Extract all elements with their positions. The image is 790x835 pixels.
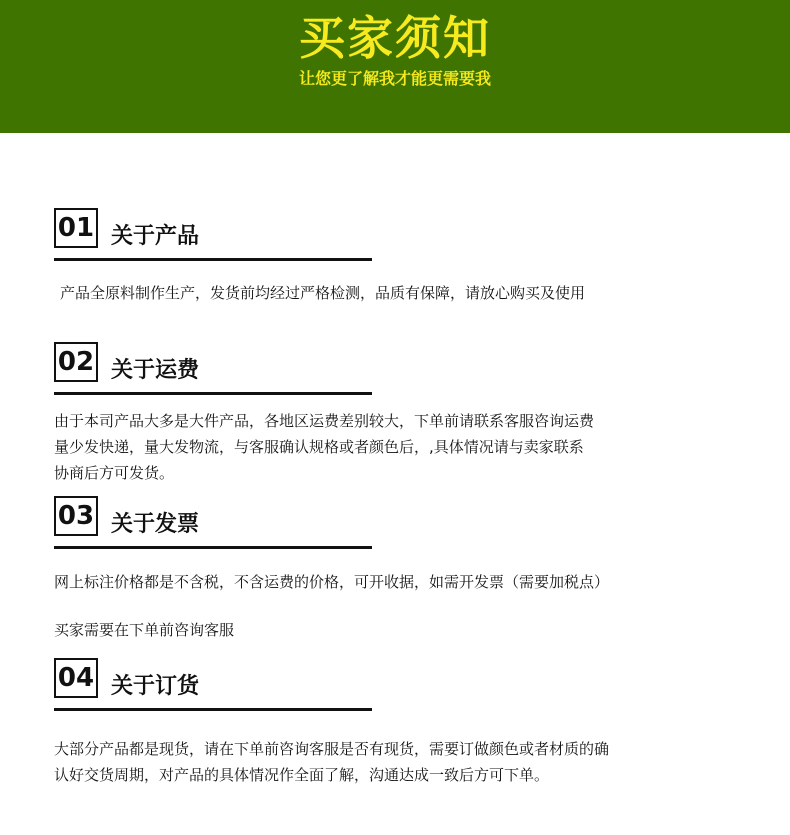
section-number-badge: 03	[54, 496, 98, 536]
section-title: 关于发票	[111, 512, 200, 537]
section-paragraph: 大部分产品都是现货，请在下单前咨询客服是否有现货，需要订做颜色或者材质的确 认好交货周期，对产品的具体情况作全面了解，沟通达成一致后方可下单。	[54, 740, 610, 784]
section-divider	[54, 258, 372, 261]
section-paragraph: 产品全原料制作生产，发货前均经过严格检测，品质有保障，请放心购买及使用	[60, 284, 586, 302]
section-title: 关于订货	[111, 674, 200, 699]
page-subtitle: 让您更了解我才能更需要我	[298, 69, 491, 88]
section-divider	[54, 546, 372, 549]
section-paragraph: 买家需要在下单前咨询客服	[54, 621, 235, 639]
section-title: 关于产品	[111, 224, 200, 249]
header-banner	[0, 0, 790, 133]
section-title: 关于运费	[111, 358, 200, 383]
section-paragraph: 网上标注价格都是不含税，不含运费的价格，可开收据，如需开发票（需要加税点）	[54, 573, 610, 591]
section-number-badge: 04	[54, 658, 98, 698]
section-paragraph: 由于本司产品大多是大件产品，各地区运费差别较大，下单前请联系客服咨询运费 量少发快递，量大发物流，与客服确认规格或者颜色后，,具体情况请与卖家联系 协商后方可发货。	[54, 412, 595, 482]
section-number-badge: 01	[54, 208, 98, 248]
section-number-badge: 02	[54, 342, 98, 382]
section-divider	[54, 708, 372, 711]
section-divider	[54, 392, 372, 395]
page-title: 买家须知	[299, 11, 491, 65]
